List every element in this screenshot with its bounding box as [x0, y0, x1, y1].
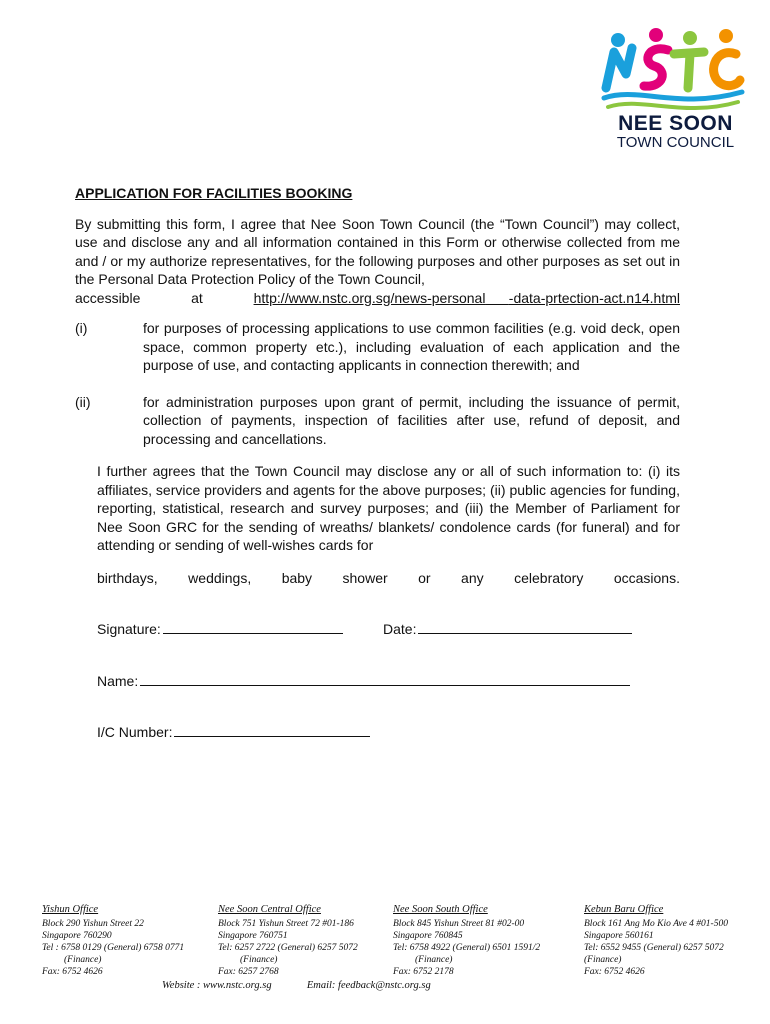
signature-line[interactable]: [163, 619, 343, 634]
office-kebun-baru: Kebun Baru Office Block 161 Ang Mo Kio Ave 4 #01-500 Singapore 560161 Tel: 6552 9455 (General) 6257 5072 (Finance) Fax: 6752 4626: [584, 904, 728, 977]
item-text: for purposes of processing applications to use common facilities (e.g. void deck, open space, common property etc.), including evaluation of each application and the purpose of use, and contacting applicants in connection therewith; and: [143, 320, 680, 373]
logo-subtitle: TOWN COUNCIL: [616, 134, 735, 151]
logo-name: NEE SOON: [618, 112, 733, 135]
purpose-item: [75, 393, 680, 449]
office-nee-soon-central: Nee Soon Central Office Block 751 Yishun Street 72 #01-186 Singapore 760751 Tel: 6257 2722 (General) 6257 5072 (Finance) Fax: 6257 2768: [218, 904, 358, 977]
date-field[interactable]: [383, 619, 632, 637]
date-line[interactable]: [418, 619, 632, 634]
name-line[interactable]: [140, 671, 630, 686]
ic-number-line[interactable]: [174, 722, 370, 737]
signature-field[interactable]: [97, 619, 343, 637]
signature-label: Signature:: [97, 621, 161, 637]
at-word: at: [191, 289, 203, 306]
office-name: Kebun Baru Office: [584, 904, 664, 915]
date-label: Date:: [383, 621, 417, 637]
item-number: (i): [75, 320, 88, 336]
item-number: (ii): [75, 393, 91, 410]
disclosure-last-line: birthdays, weddings, baby shower or any celebratory occasions.: [97, 569, 680, 586]
nstc-logo: [598, 26, 748, 156]
office-name: Nee Soon South Office: [393, 904, 488, 915]
website-link[interactable]: Website : www.nstc.org.sg: [162, 980, 272, 991]
link-line: [75, 289, 680, 308]
logo-figures-icon: [598, 26, 748, 112]
form-body: [75, 184, 680, 587]
ic-number-label: I/C Number:: [97, 724, 173, 740]
consent-paragraph: By submitting this form, I agree that Nee Soon Town Council (the “Town Council”) may collect, use and disclose any and all information contained in this Form or otherwise collected from me and / or my authorize representatives, for the following purposes and other purposes as set out in the Personal Data Protection Policy of the Town Council,: [75, 215, 680, 287]
office-yishun: Yishun Office Block 290 Yishun Street 22 Singapore 760290 Tel : 6758 0129 (General) 6758 0771 (Finance) Fax: 6752 4626: [42, 904, 185, 977]
office-nee-soon-south: Nee Soon South Office Block 845 Yishun Street 81 #02-00 Singapore 760845 Tel: 6758 4922 (General) 6501 1591/2 (Finance) Fax: 6752 2178: [393, 904, 541, 977]
ic-number-field[interactable]: [97, 722, 370, 740]
purpose-item: [75, 319, 680, 375]
item-text: for administration purposes upon grant of permit, including the issuance of permit, collection of payments, inspection of facilities after use, refund of deposit, and processing and cancellations.: [143, 393, 680, 447]
email-link[interactable]: Email: feedback@nstc.org.sg: [306, 980, 431, 991]
accessible-word: accessible: [75, 289, 141, 306]
policy-link[interactable]: http://www.nstc.org.sg/news-personal -data-prtection-act.n14.html: [253, 289, 680, 306]
disclosure-paragraph: I further agrees that the Town Council may disclose any or all of such information to: (i) its affiliates, service providers and agents for the above purposes; (ii) public agencies for funding, reporting, statistical, research and survey purposes; and (iii) the Member of Parliament for Nee Soon GRC for the sending of wreaths/ blankets/ condolence cards (for funeral) and for attending or sending of well-wishes cards for: [97, 463, 680, 553]
name-label: Name:: [97, 673, 139, 689]
contact-line: [162, 980, 431, 991]
office-name: Nee Soon Central Office: [218, 904, 321, 915]
page-title: APPLICATION FOR FACILITIES BOOKING: [75, 185, 353, 201]
office-name: Yishun Office: [42, 904, 99, 915]
name-field[interactable]: [97, 671, 630, 689]
